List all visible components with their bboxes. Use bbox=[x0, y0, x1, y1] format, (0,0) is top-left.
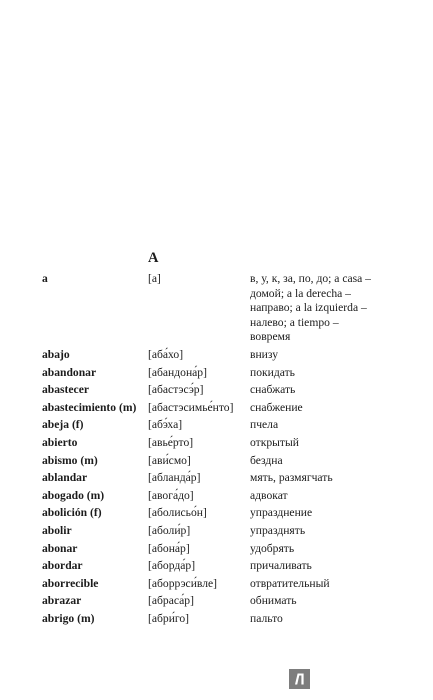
dictionary-entry bbox=[42, 594, 380, 612]
entry-translation: причаливать bbox=[250, 559, 312, 573]
dictionary-entry bbox=[42, 454, 380, 472]
entry-pronunciation: [a] bbox=[148, 272, 161, 285]
entry-pronunciation: [абланда́р] bbox=[148, 471, 201, 485]
entry-word: abolición (f) bbox=[42, 506, 102, 520]
entry-translation: бездна bbox=[250, 453, 283, 467]
entry-translation: отвратительный bbox=[250, 576, 330, 590]
entry-word: ablandar bbox=[42, 471, 88, 485]
entry-pronunciation: [аба́хо] bbox=[148, 347, 184, 361]
entry-word: a bbox=[42, 272, 48, 285]
entry-pronunciation: [абона́р] bbox=[148, 541, 190, 555]
entry-word: abrazar bbox=[42, 594, 82, 608]
dictionary-table bbox=[42, 272, 380, 629]
entry-pronunciation: [авога́до] bbox=[148, 488, 194, 502]
entry-translation: пчела bbox=[250, 418, 279, 432]
entry-pronunciation: [аболисьо́н] bbox=[148, 506, 207, 520]
entry-translation: внизу bbox=[250, 347, 279, 361]
entry-translation: обнимать bbox=[250, 594, 297, 608]
dictionary-entry bbox=[42, 524, 380, 542]
dictionary-entry bbox=[42, 401, 380, 419]
entry-word: abastecimiento (m) bbox=[42, 400, 137, 414]
entry-word: abonar bbox=[42, 541, 78, 555]
dictionary-entry bbox=[42, 436, 380, 454]
litres-logo-icon bbox=[289, 669, 310, 689]
entry-word: abierto bbox=[42, 435, 78, 449]
entry-pronunciation: [абастэсимье́нто] bbox=[148, 400, 234, 414]
entry-pronunciation: [авье́рто] bbox=[148, 435, 194, 449]
dictionary-entry bbox=[42, 272, 380, 348]
entry-word: abordar bbox=[42, 559, 83, 573]
entry-translation: упразднять bbox=[250, 523, 306, 537]
entry-word: abismo (m) bbox=[42, 453, 98, 467]
entry-translation: открытый bbox=[250, 435, 299, 449]
dictionary-entry bbox=[42, 418, 380, 436]
publisher-logo bbox=[289, 669, 310, 689]
entry-pronunciation: [абастэсэ́р] bbox=[148, 383, 204, 397]
entry-word: abastecer bbox=[42, 383, 89, 397]
section-letter: A bbox=[148, 250, 159, 266]
dictionary-entry bbox=[42, 559, 380, 577]
entry-word: abeja (f) bbox=[42, 418, 84, 432]
entry-word: abolir bbox=[42, 523, 72, 537]
entry-word: aborrecible bbox=[42, 576, 99, 590]
entry-pronunciation: [аболи́р] bbox=[148, 523, 191, 537]
entry-pronunciation: [аборда́р] bbox=[148, 559, 196, 573]
dictionary-entry bbox=[42, 489, 380, 507]
entry-pronunciation: [абандона́р] bbox=[148, 365, 207, 379]
entry-translation: снабжать bbox=[250, 383, 296, 397]
entry-word: abandonar bbox=[42, 365, 97, 379]
dictionary-entry bbox=[42, 348, 380, 366]
entry-pronunciation: [абри́го] bbox=[148, 611, 190, 625]
entry-translation: адвокат bbox=[250, 488, 288, 502]
entry-word: abajo bbox=[42, 347, 70, 361]
entry-translation: покидать bbox=[250, 365, 295, 379]
entry-word: abrigo (m) bbox=[42, 611, 95, 625]
entry-translation: удобрять bbox=[250, 541, 295, 555]
entry-word: abogado (m) bbox=[42, 488, 105, 502]
entry-pronunciation: [аборрэси́вле] bbox=[148, 576, 218, 590]
entry-pronunciation: [абэ́ха] bbox=[148, 418, 183, 432]
entry-translation: пальто bbox=[250, 611, 283, 625]
dictionary-entry bbox=[42, 471, 380, 489]
entry-translation: упразднение bbox=[250, 506, 313, 520]
dictionary-entry bbox=[42, 577, 380, 595]
dictionary-entry bbox=[42, 542, 380, 560]
dictionary-entry bbox=[42, 506, 380, 524]
entry-pronunciation: [ави́смо] bbox=[148, 453, 191, 467]
entry-translation: мять, размягчать bbox=[250, 471, 333, 485]
dictionary-entry bbox=[42, 366, 380, 384]
entry-translation: в, у, к, за, по, до; a casa – домой; a la derecha – направо; a la izquierda – налево; a tiempo – вовремя bbox=[250, 272, 371, 344]
entry-pronunciation: [абраса́р] bbox=[148, 594, 194, 608]
dictionary-entry bbox=[42, 383, 380, 401]
dictionary-entry bbox=[42, 612, 380, 630]
entry-translation: снабжение bbox=[250, 400, 303, 414]
